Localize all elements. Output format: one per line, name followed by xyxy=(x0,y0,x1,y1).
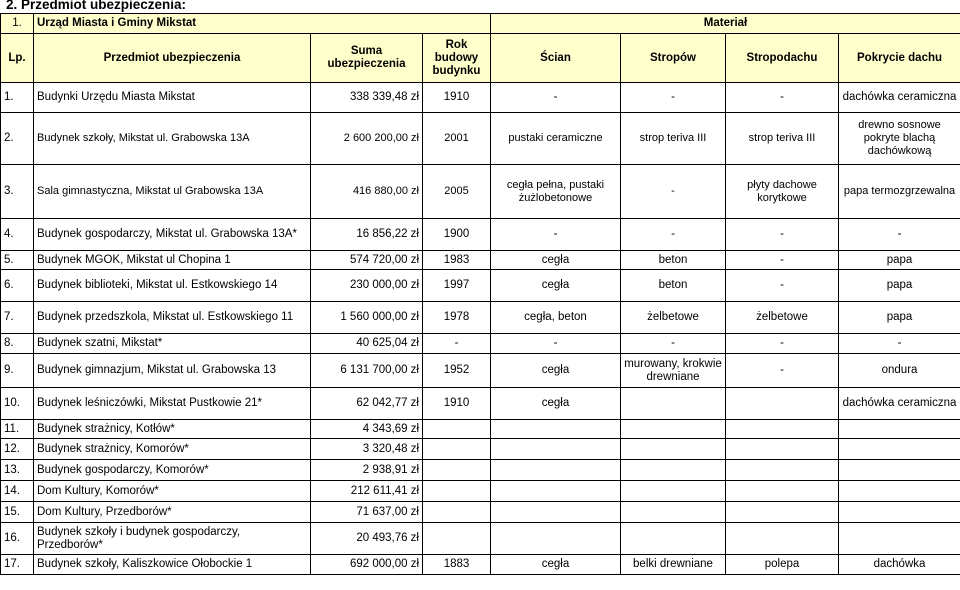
row-stropodachu xyxy=(726,523,839,555)
row-name: Budynek leśniczówki, Mikstat Pustkowie 21* xyxy=(34,388,311,420)
table-row xyxy=(1,555,960,575)
table-row xyxy=(1,481,960,502)
header-scian: Ścian xyxy=(491,34,621,83)
row-rok: 2005 xyxy=(423,165,491,219)
row-lp: 17. xyxy=(1,555,34,575)
row-lp: 13. xyxy=(1,460,34,481)
row-stropodachu: - xyxy=(726,219,839,251)
row-stropow xyxy=(621,460,726,481)
row-rok: 1910 xyxy=(423,388,491,420)
row-scian: cegła xyxy=(491,555,621,575)
table-row xyxy=(1,83,960,113)
row-scian xyxy=(491,523,621,555)
header-suma: Suma ubezpieczenia xyxy=(311,34,423,83)
table-row xyxy=(1,302,960,334)
table-row xyxy=(1,439,960,460)
row-name: Budynek biblioteki, Mikstat ul. Estkowskiego 14 xyxy=(34,270,311,302)
row-lp: 9. xyxy=(1,354,34,388)
row-suma: 3 320,48 zł xyxy=(311,439,423,460)
section-number: 1. xyxy=(1,14,34,34)
row-suma: 20 493,76 zł xyxy=(311,523,423,555)
row-pokrycie: - xyxy=(839,219,960,251)
row-rok xyxy=(423,420,491,439)
header-stropodachu: Stropodachu xyxy=(726,34,839,83)
row-pokrycie: dachówka ceramiczna xyxy=(839,388,960,420)
table-row xyxy=(1,251,960,270)
row-suma: 40 625,04 zł xyxy=(311,334,423,354)
table-row xyxy=(1,270,960,302)
row-name: Budynek szatni, Mikstat* xyxy=(34,334,311,354)
row-rok: 2001 xyxy=(423,113,491,165)
row-suma: 6 131 700,00 zł xyxy=(311,354,423,388)
row-stropow xyxy=(621,420,726,439)
table-row xyxy=(1,420,960,439)
row-name: Budynek MGOK, Mikstat ul Chopina 1 xyxy=(34,251,311,270)
table-row xyxy=(1,388,960,420)
row-name: Budynek gimnazjum, Mikstat ul. Grabowska 13 xyxy=(34,354,311,388)
row-pokrycie: - xyxy=(839,334,960,354)
table-row xyxy=(1,354,960,388)
row-rok: 1910 xyxy=(423,83,491,113)
row-pokrycie: drewno sosnowe pokryte blachą dachówkową xyxy=(839,113,960,165)
row-scian: - xyxy=(491,334,621,354)
row-name: Budynek szkoły, Kaliszkowice Ołobockie 1 xyxy=(34,555,311,575)
row-lp: 2. xyxy=(1,113,34,165)
row-name: Budynek gospodarczy, Mikstat ul. Grabowska 13A* xyxy=(34,219,311,251)
row-name: Sala gimnastyczna, Mikstat ul Grabowska 13A xyxy=(34,165,311,219)
row-name: Budynek gospodarczy, Komorów* xyxy=(34,460,311,481)
row-rok: 1983 xyxy=(423,251,491,270)
row-scian: cegła xyxy=(491,388,621,420)
row-scian: cegła pełna, pustaki żużlobetonowe xyxy=(491,165,621,219)
row-stropow xyxy=(621,388,726,420)
row-lp: 8. xyxy=(1,334,34,354)
row-rok xyxy=(423,460,491,481)
row-lp: 7. xyxy=(1,302,34,334)
header-przedmiot: Przedmiot ubezpieczenia xyxy=(34,34,311,83)
column-header-row xyxy=(1,34,960,83)
row-pokrycie: ondura xyxy=(839,354,960,388)
row-lp: 1. xyxy=(1,83,34,113)
material-header: Materiał xyxy=(491,14,960,34)
row-scian: - xyxy=(491,83,621,113)
row-scian xyxy=(491,502,621,523)
table-row xyxy=(1,113,960,165)
row-scian: cegła, beton xyxy=(491,302,621,334)
row-stropow xyxy=(621,439,726,460)
row-suma: 230 000,00 zł xyxy=(311,270,423,302)
row-stropow xyxy=(621,523,726,555)
row-pokrycie: papa xyxy=(839,251,960,270)
row-stropow: strop teriva III xyxy=(621,113,726,165)
row-rok xyxy=(423,502,491,523)
header-stropow: Stropów xyxy=(621,34,726,83)
row-lp: 16. xyxy=(1,523,34,555)
row-scian: pustaki ceramiczne xyxy=(491,113,621,165)
row-stropow: - xyxy=(621,165,726,219)
row-rok: 1900 xyxy=(423,219,491,251)
row-stropow: - xyxy=(621,334,726,354)
row-name: Dom Kultury, Komorów* xyxy=(34,481,311,502)
row-stropodachu: - xyxy=(726,354,839,388)
row-suma: 416 880,00 zł xyxy=(311,165,423,219)
row-name: Budynek szkoły, Mikstat ul. Grabowska 13A xyxy=(34,113,311,165)
row-scian: cegła xyxy=(491,251,621,270)
row-scian: cegła xyxy=(491,354,621,388)
row-scian xyxy=(491,481,621,502)
row-rok xyxy=(423,481,491,502)
row-name: Budynek szkoły i budynek gospodarczy, Przedborów* xyxy=(34,523,311,555)
row-rok xyxy=(423,439,491,460)
row-pokrycie: papa xyxy=(839,302,960,334)
row-stropow: belki drewniane xyxy=(621,555,726,575)
row-lp: 15. xyxy=(1,502,34,523)
row-pokrycie: papa xyxy=(839,270,960,302)
row-stropow: beton xyxy=(621,270,726,302)
row-scian xyxy=(491,439,621,460)
insurance-table xyxy=(0,13,960,575)
row-pokrycie: dachówka xyxy=(839,555,960,575)
row-stropodachu xyxy=(726,420,839,439)
table-row xyxy=(1,523,960,555)
row-name: Budynek strażnicy, Kotłów* xyxy=(34,420,311,439)
section-row xyxy=(1,14,960,34)
row-stropodachu: żelbetowe xyxy=(726,302,839,334)
section-title: Urząd Miasta i Gminy Mikstat xyxy=(34,14,491,34)
row-pokrycie xyxy=(839,523,960,555)
page-heading: 2. Przedmiot ubezpieczenia: xyxy=(6,0,187,12)
row-lp: 6. xyxy=(1,270,34,302)
row-suma: 692 000,00 zł xyxy=(311,555,423,575)
row-lp: 14. xyxy=(1,481,34,502)
row-lp: 11. xyxy=(1,420,34,439)
row-stropow: beton xyxy=(621,251,726,270)
row-pokrycie xyxy=(839,460,960,481)
row-lp: 4. xyxy=(1,219,34,251)
row-stropodachu xyxy=(726,388,839,420)
row-scian xyxy=(491,460,621,481)
row-stropow: żelbetowe xyxy=(621,302,726,334)
row-stropodachu: - xyxy=(726,270,839,302)
row-pokrycie: papa termozgrzewalna xyxy=(839,165,960,219)
table-row xyxy=(1,219,960,251)
row-stropodachu: - xyxy=(726,83,839,113)
row-suma: 16 856,22 zł xyxy=(311,219,423,251)
header-lp: Lp. xyxy=(1,34,34,83)
row-suma: 62 042,77 zł xyxy=(311,388,423,420)
table-row xyxy=(1,165,960,219)
row-rok: 1952 xyxy=(423,354,491,388)
row-name: Budynek przedszkola, Mikstat ul. Estkowskiego 11 xyxy=(34,302,311,334)
row-stropow xyxy=(621,502,726,523)
row-name: Dom Kultury, Przedborów* xyxy=(34,502,311,523)
row-stropow: - xyxy=(621,83,726,113)
row-suma: 574 720,00 zł xyxy=(311,251,423,270)
row-stropodachu: polepa xyxy=(726,555,839,575)
table-row xyxy=(1,334,960,354)
row-suma: 2 600 200,00 zł xyxy=(311,113,423,165)
row-rok xyxy=(423,523,491,555)
table-row xyxy=(1,502,960,523)
row-stropow: - xyxy=(621,219,726,251)
row-suma: 4 343,69 zł xyxy=(311,420,423,439)
row-stropodachu: strop teriva III xyxy=(726,113,839,165)
row-scian: cegła xyxy=(491,270,621,302)
row-suma: 338 339,48 zł xyxy=(311,83,423,113)
row-rok: 1997 xyxy=(423,270,491,302)
row-suma: 1 560 000,00 zł xyxy=(311,302,423,334)
row-pokrycie xyxy=(839,481,960,502)
row-stropodachu xyxy=(726,502,839,523)
row-pokrycie xyxy=(839,420,960,439)
row-name: Budynek strażnicy, Komorów* xyxy=(34,439,311,460)
row-suma: 71 637,00 zł xyxy=(311,502,423,523)
row-name: Budynki Urzędu Miasta Mikstat xyxy=(34,83,311,113)
row-rok: 1978 xyxy=(423,302,491,334)
row-stropow xyxy=(621,481,726,502)
row-lp: 10. xyxy=(1,388,34,420)
table-row xyxy=(1,460,960,481)
row-rok: - xyxy=(423,334,491,354)
row-stropow: murowany, krokwie drewniane xyxy=(621,354,726,388)
row-suma: 212 611,41 zł xyxy=(311,481,423,502)
row-lp: 3. xyxy=(1,165,34,219)
row-scian: - xyxy=(491,219,621,251)
row-pokrycie xyxy=(839,439,960,460)
row-pokrycie: dachówka ceramiczna xyxy=(839,83,960,113)
row-stropodachu: - xyxy=(726,334,839,354)
row-stropodachu: - xyxy=(726,251,839,270)
row-stropodachu xyxy=(726,439,839,460)
row-suma: 2 938,91 zł xyxy=(311,460,423,481)
row-stropodachu: płyty dachowe korytkowe xyxy=(726,165,839,219)
row-lp: 5. xyxy=(1,251,34,270)
row-scian xyxy=(491,420,621,439)
row-lp: 12. xyxy=(1,439,34,460)
row-stropodachu xyxy=(726,460,839,481)
row-pokrycie xyxy=(839,502,960,523)
header-pokrycie: Pokrycie dachu xyxy=(839,34,960,83)
row-stropodachu xyxy=(726,481,839,502)
row-rok: 1883 xyxy=(423,555,491,575)
header-rok: Rok budowy budynku xyxy=(423,34,491,83)
